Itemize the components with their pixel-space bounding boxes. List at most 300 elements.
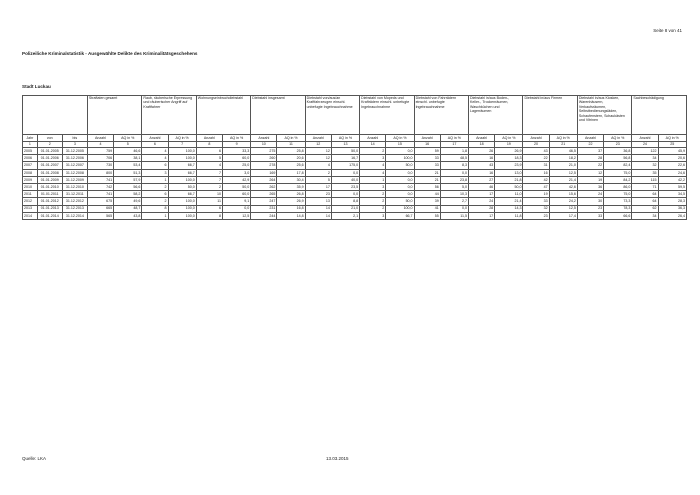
value-cell: 741	[87, 176, 113, 183]
value-cell: 4	[360, 162, 386, 169]
value-cell: 33,3	[222, 148, 250, 155]
value-cell: 759	[87, 148, 113, 155]
year-cell: 2010	[23, 183, 38, 190]
group-header-row	[23, 96, 687, 135]
date-cell: 31.12.2007	[62, 162, 87, 169]
column-index-cell: 24	[632, 142, 658, 148]
value-cell: 43,8	[114, 212, 142, 219]
group-header: Diebstahl von Fahrrädern einschl. unbefugte Ingebrauchnahme	[414, 96, 468, 135]
value-cell: 17	[305, 183, 331, 190]
value-cell: 32	[523, 205, 549, 212]
value-cell: 2	[305, 169, 331, 176]
value-cell: 26,9	[277, 198, 305, 205]
value-cell: 730	[87, 162, 113, 169]
year-cell: 2009	[23, 176, 38, 183]
date-cell: 01.01.2014	[37, 212, 62, 219]
group-header: Straftaten gesamt	[87, 96, 141, 135]
value-cell: 12	[305, 155, 331, 162]
value-cell: 100,0	[168, 155, 196, 162]
column-index-cell: 5	[114, 142, 142, 148]
value-cell: 2,7	[440, 198, 468, 205]
count-header: Anzahl	[87, 135, 113, 142]
value-cell: 1	[360, 176, 386, 183]
value-cell: 8	[142, 205, 168, 212]
value-cell: 265	[251, 191, 277, 198]
city-subtitle: Stadt Luckau	[22, 84, 51, 89]
column-index-cell: 8	[196, 142, 222, 148]
value-cell: 33	[523, 198, 549, 205]
value-cell: 0,0	[331, 191, 359, 198]
value-cell: 26,9	[495, 148, 523, 155]
value-cell: 28	[469, 205, 495, 212]
value-cell: 2	[360, 198, 386, 205]
value-cell: 23	[577, 205, 603, 212]
value-cell: 3,0	[222, 169, 250, 176]
value-cell: 25,8	[277, 148, 305, 155]
column-index-cell: 12	[305, 142, 331, 148]
value-cell: 100,0	[168, 212, 196, 219]
value-cell: 46,6	[114, 148, 142, 155]
value-cell: 4	[196, 162, 222, 169]
date-cell: 01.01.2009	[37, 176, 62, 183]
value-cell: 10	[196, 191, 222, 198]
value-cell: 2	[360, 205, 386, 212]
value-cell: 6	[196, 205, 222, 212]
value-cell: 33	[414, 155, 440, 162]
value-cell: 30	[577, 198, 603, 205]
value-cell: 26,8	[277, 191, 305, 198]
column-index-cell: 13	[331, 142, 359, 148]
value-cell: 175,0	[331, 162, 359, 169]
table-row	[23, 148, 687, 155]
year-cell: 2011	[23, 191, 38, 198]
value-cell: 4	[142, 155, 168, 162]
value-cell: 231	[251, 205, 277, 212]
value-cell: 33	[414, 162, 440, 169]
count-header: Anzahl	[142, 135, 168, 142]
value-cell: 43	[469, 162, 495, 169]
value-cell: 44	[414, 191, 440, 198]
value-cell: 16	[523, 169, 549, 176]
year-cell: 2012	[23, 198, 38, 205]
value-cell: 100,0	[168, 205, 196, 212]
value-cell: 58,2	[114, 191, 142, 198]
value-cell: 86,0	[604, 183, 632, 190]
value-cell: 25,0	[222, 162, 250, 169]
count-header: Anzahl	[523, 135, 549, 142]
clearance-rate-header: AQ in %	[386, 135, 414, 142]
group-header: Raub, räuberische Erpressung und räuberischer Angriff auf Kraftfahrer	[142, 96, 196, 135]
value-cell: 14	[305, 212, 331, 219]
value-cell: 0,0	[386, 191, 414, 198]
date-cell: 01.01.2010	[37, 183, 62, 190]
value-cell: 12,5	[549, 205, 577, 212]
column-index-cell: 18	[469, 142, 495, 148]
value-cell: 57,9	[114, 176, 142, 183]
value-cell: 26,4	[658, 212, 686, 219]
value-cell: 84,2	[604, 176, 632, 183]
value-cell: 12	[577, 169, 603, 176]
count-header: Anzahl	[305, 135, 331, 142]
clearance-rate-header: AQ in %	[277, 135, 305, 142]
count-header: Anzahl	[196, 135, 222, 142]
value-cell: 18,2	[549, 155, 577, 162]
value-cell: 5,0	[440, 183, 468, 190]
group-header: Diebstahl in/aus Kiosken, Warenhäusern, Verkaufsräumen, Selbstbedienungsläden, Schaufenstern, Schaukästen und Vitrinen	[577, 96, 631, 135]
value-cell: 11,8	[495, 212, 523, 219]
value-cell: 21,8	[495, 176, 523, 183]
value-cell: 4	[142, 148, 168, 155]
value-cell: 2	[142, 198, 168, 205]
value-cell: 13,0	[495, 169, 523, 176]
group-header: Diebstahl von/aus/an Kraftfahrzeugen einschl. unbefugte Ingebrauchnahme	[305, 96, 359, 135]
date-cell: 31.12.2014	[62, 212, 87, 219]
value-cell: 28,3	[658, 198, 686, 205]
column-index-cell: 4	[87, 142, 113, 148]
clearance-rate-header: AQ in %	[604, 135, 632, 142]
value-cell: 122	[632, 148, 658, 155]
table-row	[23, 155, 687, 162]
value-cell: 100,0	[168, 176, 196, 183]
value-cell: 1,8	[440, 148, 468, 155]
value-cell: 278	[251, 162, 277, 169]
value-cell: 2	[360, 148, 386, 155]
value-cell: 100,0	[386, 155, 414, 162]
value-cell: 247	[251, 198, 277, 205]
value-cell: 43	[523, 148, 549, 155]
value-cell: 0,0	[440, 169, 468, 176]
value-cell: 100,0	[168, 148, 196, 155]
date-cell: 31.12.2010	[62, 183, 87, 190]
group-header: Diebstahl in/aus Firmen	[523, 96, 577, 135]
date-cell: 31.12.2011	[62, 191, 87, 198]
column-index-cell: 25	[658, 142, 686, 148]
group-header: Diebstahl von Mopeds und Krafträdern einschl. unbefugte Ingebrauchnahme	[360, 96, 414, 135]
value-cell: 27	[469, 176, 495, 183]
group-header: Sachbeschädigung	[632, 96, 687, 135]
clearance-rate-header: AQ in %	[168, 135, 196, 142]
value-cell: 56,8	[604, 155, 632, 162]
value-cell: 78,3	[604, 205, 632, 212]
date-cell: 01.01.2013	[37, 205, 62, 212]
document-title: Polizeiliche Kriminalstatistik - Ausgewählte Delikte des Kriminalitätsgeschehens	[22, 51, 198, 56]
value-cell: 59	[414, 148, 440, 155]
table-row	[23, 198, 687, 205]
column-index-cell: 22	[577, 142, 603, 148]
date-cell: 31.12.2009	[62, 176, 87, 183]
value-cell: 50,0	[168, 183, 196, 190]
value-cell: 34	[632, 155, 658, 162]
value-cell: 21,0	[331, 205, 359, 212]
value-cell: 21	[414, 176, 440, 183]
value-cell: 21,4	[495, 198, 523, 205]
column-index-cell: 17	[440, 142, 468, 148]
table-row	[23, 212, 687, 219]
value-cell: 64	[632, 191, 658, 198]
value-cell: 21,4	[549, 176, 577, 183]
value-cell: 21,0	[549, 162, 577, 169]
value-cell: 17	[469, 212, 495, 219]
value-cell: 31	[523, 162, 549, 169]
clearance-rate-header: AQ in %	[658, 135, 686, 142]
value-cell: 2	[196, 183, 222, 190]
value-cell: 6	[196, 148, 222, 155]
value-cell: 17,8	[277, 169, 305, 176]
page-number: Seite 8 von 41	[653, 28, 682, 33]
value-cell: 22,6	[658, 162, 686, 169]
value-cell: 38,1	[114, 155, 142, 162]
value-cell: 46,5	[549, 148, 577, 155]
clearance-rate-header: AQ in %	[222, 135, 250, 142]
value-cell: 14	[305, 205, 331, 212]
column-index-cell: 2	[37, 142, 62, 148]
value-cell: 9,1	[222, 198, 250, 205]
year-cell: 2006	[23, 155, 38, 162]
value-cell: 11,0	[495, 191, 523, 198]
count-header: Anzahl	[632, 135, 658, 142]
value-cell: 0,0	[386, 148, 414, 155]
value-cell: 1	[142, 176, 168, 183]
value-cell: 6	[142, 191, 168, 198]
value-cell: 2	[360, 191, 386, 198]
value-cell: 34	[632, 212, 658, 219]
value-cell: 30,4	[277, 176, 305, 183]
value-cell: 26	[469, 148, 495, 155]
value-cell: 100,0	[168, 198, 196, 205]
column-index-cell: 9	[222, 142, 250, 148]
value-cell: 16	[469, 169, 495, 176]
value-cell: 37	[577, 148, 603, 155]
date-cell: 01.01.2012	[37, 198, 62, 205]
date-cell: 31.12.2008	[62, 169, 87, 176]
year-header: Jahr	[23, 135, 38, 142]
count-header: Anzahl	[251, 135, 277, 142]
value-cell: 50,0	[386, 198, 414, 205]
column-index-cell: 7	[168, 142, 196, 148]
date-cell: 01.01.2008	[37, 169, 62, 176]
column-index-cell: 21	[549, 142, 577, 148]
value-cell: 23,5	[331, 183, 359, 190]
value-cell: 6	[142, 162, 168, 169]
group-header: Diebstahl insgesamt	[251, 96, 305, 135]
year-cell: 2007	[23, 162, 38, 169]
from-header: von	[37, 135, 62, 142]
column-index-cell: 19	[495, 142, 523, 148]
value-cell: 3	[360, 183, 386, 190]
group-header: Wohnungseinbruchdiebstahl	[196, 96, 250, 135]
group-header: Diebstahl in/aus Boden-, Keller-, Trockenräumen, Waschküchen und Lagerräumen	[469, 96, 523, 135]
value-cell: 32	[632, 162, 658, 169]
value-cell: 75,0	[604, 191, 632, 198]
value-cell: 23,8	[440, 176, 468, 183]
value-cell: 20,6	[277, 155, 305, 162]
value-cell: 16,7	[331, 155, 359, 162]
value-cell: 741	[87, 191, 113, 198]
year-cell: 2013	[23, 205, 38, 212]
year-cell: 2005	[23, 148, 38, 155]
value-cell: 5	[196, 155, 222, 162]
value-cell: 665	[87, 205, 113, 212]
value-cell: 244	[251, 212, 277, 219]
table-row	[23, 183, 687, 190]
value-cell: 23	[305, 191, 331, 198]
value-cell: 3	[142, 169, 168, 176]
table-row	[23, 176, 687, 183]
value-cell: 56	[414, 183, 440, 190]
value-cell: 42,2	[658, 176, 686, 183]
value-cell: 50,0	[331, 148, 359, 155]
value-cell: 12,5	[549, 169, 577, 176]
value-cell: 66,7	[386, 212, 414, 219]
value-cell: 71	[632, 183, 658, 190]
value-cell: 34,5	[658, 191, 686, 198]
value-cell: 59,5	[658, 183, 686, 190]
value-cell: 260	[251, 155, 277, 162]
value-cell: 100,0	[386, 205, 414, 212]
value-cell: 46	[469, 183, 495, 190]
source-note: Quelle: LKA	[22, 456, 47, 461]
value-cell: 12	[305, 148, 331, 155]
value-cell: 8	[196, 212, 222, 219]
value-cell: 50,0	[386, 162, 414, 169]
value-cell: 11	[196, 198, 222, 205]
value-cell: 60,0	[222, 155, 250, 162]
value-cell: 62	[632, 205, 658, 212]
count-header: Anzahl	[577, 135, 603, 142]
value-cell: 14,3	[495, 205, 523, 212]
crime-statistics-table	[22, 95, 687, 220]
value-cell: 40,0	[331, 176, 359, 183]
value-cell: 7	[196, 169, 222, 176]
value-cell: 66,7	[168, 191, 196, 198]
value-cell: 66,6	[604, 212, 632, 219]
value-cell: 36,3	[658, 205, 686, 212]
column-index-cell: 6	[142, 142, 168, 148]
value-cell: 33	[577, 212, 603, 219]
value-cell: 19	[577, 176, 603, 183]
value-cell: 53,4	[114, 162, 142, 169]
value-cell: 8,3	[440, 162, 468, 169]
value-cell: 3	[360, 155, 386, 162]
column-index-cell: 14	[360, 142, 386, 148]
value-cell: 742	[87, 183, 113, 190]
value-cell: 64	[632, 198, 658, 205]
value-cell: 12,5	[222, 212, 250, 219]
value-cell: 15,6	[549, 191, 577, 198]
value-cell: 8,8	[331, 198, 359, 205]
value-cell: 51,3	[114, 169, 142, 176]
year-cell: 2014	[23, 212, 38, 219]
value-cell: 11,5	[440, 212, 468, 219]
value-cell: 24,2	[549, 198, 577, 205]
value-cell: 264	[251, 176, 277, 183]
count-header: Anzahl	[414, 135, 440, 142]
value-cell: 50,0	[222, 183, 250, 190]
column-index-cell: 10	[251, 142, 277, 148]
column-index-cell: 3	[62, 142, 87, 148]
value-cell: 7	[196, 176, 222, 183]
table-row	[23, 191, 687, 198]
value-cell: 4	[360, 169, 386, 176]
value-cell: 42	[523, 176, 549, 183]
column-index-cell: 11	[277, 142, 305, 148]
value-cell: 2,1	[331, 212, 359, 219]
value-cell: 0,0	[386, 169, 414, 176]
value-cell: 0,0	[222, 205, 250, 212]
value-cell: 0,0	[440, 205, 468, 212]
value-cell: 36,8	[604, 148, 632, 155]
date-cell: 31.12.2006	[62, 155, 87, 162]
value-cell: 275	[251, 148, 277, 155]
value-cell: 115	[632, 176, 658, 183]
value-cell: 66,7	[168, 162, 196, 169]
column-index-cell: 20	[523, 142, 549, 148]
clearance-rate-header: AQ in %	[495, 135, 523, 142]
value-cell: 20,6	[658, 155, 686, 162]
value-cell: 23	[523, 212, 549, 219]
value-cell: 16,8	[277, 205, 305, 212]
date-cell: 31.12.2012	[62, 198, 87, 205]
value-cell: 50,0	[495, 183, 523, 190]
value-cell: 0,0	[386, 176, 414, 183]
table-row	[23, 162, 687, 169]
value-cell: 24	[469, 198, 495, 205]
date-cell: 31.12.2005	[62, 148, 87, 155]
value-cell: 55	[414, 212, 440, 219]
value-cell: 3	[360, 212, 386, 219]
column-index-cell: 23	[604, 142, 632, 148]
count-header: Anzahl	[469, 135, 495, 142]
clearance-rate-header: AQ in %	[549, 135, 577, 142]
value-cell: 47	[523, 183, 549, 190]
value-cell: 1	[142, 212, 168, 219]
empty-header-cell	[23, 96, 88, 135]
clearance-rate-header: AQ in %	[440, 135, 468, 142]
value-cell: 24,6	[658, 169, 686, 176]
value-cell: 82,4	[604, 162, 632, 169]
value-cell: 17	[469, 191, 495, 198]
value-cell: 39	[414, 198, 440, 205]
value-cell: 28	[577, 155, 603, 162]
value-cell: 5	[305, 176, 331, 183]
value-cell: 14,8	[277, 212, 305, 219]
value-cell: 21	[414, 169, 440, 176]
value-cell: 262	[251, 183, 277, 190]
value-cell: 42,9	[222, 176, 250, 183]
value-cell: 60,0	[222, 191, 250, 198]
value-cell: 45,9	[658, 148, 686, 155]
date-cell: 01.01.2005	[37, 148, 62, 155]
value-cell: 10,3	[440, 191, 468, 198]
value-cell: 23,9	[495, 162, 523, 169]
date-cell: 31.12.2013	[62, 205, 87, 212]
date-cell: 01.01.2011	[37, 191, 62, 198]
column-index-cell: 15	[386, 142, 414, 148]
value-cell: 17,4	[549, 212, 577, 219]
table-row	[23, 169, 687, 176]
value-cell: 706	[87, 155, 113, 162]
value-cell: 16	[469, 155, 495, 162]
column-index-cell: 1	[23, 142, 38, 148]
value-cell: 56,6	[114, 183, 142, 190]
value-cell: 48,5	[440, 155, 468, 162]
value-cell: 18,3	[495, 155, 523, 162]
count-header: Anzahl	[360, 135, 386, 142]
column-header-row	[23, 135, 687, 142]
value-cell: 35,9	[277, 183, 305, 190]
value-cell: 36	[577, 183, 603, 190]
value-cell: 73,3	[604, 198, 632, 205]
